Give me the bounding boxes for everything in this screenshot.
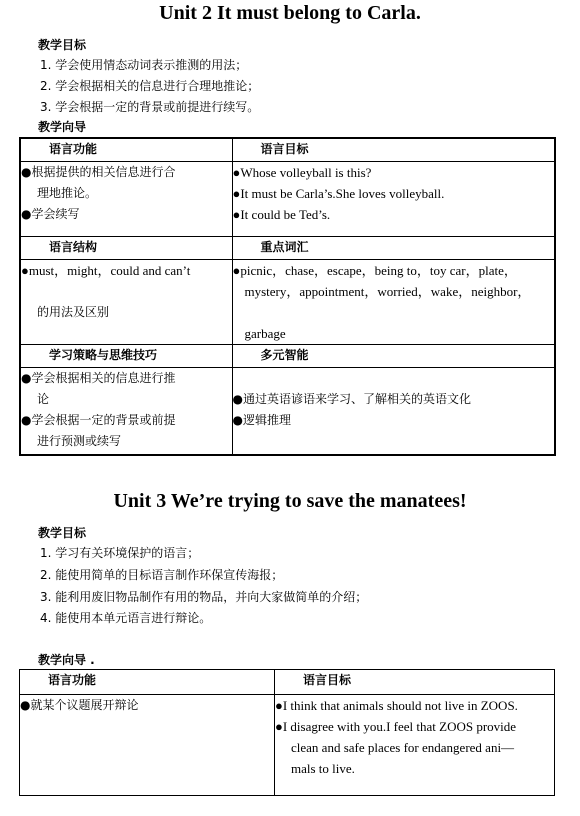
unit2-goal-cell [232, 162, 555, 237]
unit2-guide-table [19, 137, 556, 456]
unit3-header-function: 语言功能 [20, 670, 275, 695]
unit3-function-line-1: ●就某个议题展开辩论 [20, 698, 139, 712]
unit2-strategy-line-1: ●学会根据相关的信息进行推 [21, 371, 176, 385]
unit2-objective-2: 2. 学会根据相关的信息进行合理地推论； [40, 79, 260, 93]
unit2-vocab-line-1: ●picnic，chase，escape，being to，toy car，plate， [232, 263, 517, 278]
unit2-objectives-heading: 教学目标 [38, 38, 87, 52]
unit2-intelligence-line-2: ●通过英语谚语来学习、了解相关的英语文化 [232, 392, 471, 406]
unit2-header-intelligence: 多元智能 [232, 345, 555, 368]
unit3-guide-table [19, 669, 555, 796]
unit2-title: Unit 2 It must belong to Carla. [159, 2, 421, 24]
unit2-intelligence-line-1 [233, 368, 555, 389]
unit2-objective-3: 3. 学会根据一定的背景或前提进行续写。 [40, 100, 260, 114]
unit2-intelligence-line-3: ●逻辑推理 [232, 413, 291, 427]
unit2-vocab-line-2: mystery，appointment，worried，wake，neighbor， [244, 284, 531, 299]
unit2-objective-1: 1. 学会使用情态动词表示推测的用法； [40, 58, 248, 72]
unit2-header-structure: 语言结构 [20, 237, 232, 260]
unit2-goal-line-1: ●Whose volleyball is this? [232, 165, 372, 180]
unit3-title: Unit 3 We’re trying to save the manatees! [113, 490, 467, 512]
unit3-header-goal: 语言目标 [275, 670, 555, 695]
unit2-structure-cell [20, 260, 232, 345]
unit2-function-cell [20, 162, 232, 237]
unit3-goal-line-2: ●I disagree with you.I feel that ZOOS provide [275, 719, 517, 734]
unit2-guide-heading: 教学向导 [38, 120, 87, 134]
unit2-intelligence-cell [232, 368, 555, 456]
unit2-strategy-line-3: ●学会根据一定的背景或前提 [21, 413, 176, 427]
unit2-header-strategy: 学习策略与思维技巧 [20, 345, 232, 368]
unit3-goal-line-3: clean and safe places for endangered ani— [291, 740, 515, 755]
unit2-vocab-cell [232, 260, 555, 345]
unit2-goal-line-3: ●It could be Ted’s. [232, 207, 331, 222]
unit2-function-line-1: ●根据提供的相关信息进行合 [21, 165, 176, 179]
unit2-structure-line-1: ●must，might，could and can’t [21, 263, 191, 278]
unit2-structure-line-2 [21, 281, 232, 302]
unit2-header-goal: 语言目标 [232, 138, 555, 162]
unit2-header-vocab: 重点词汇 [232, 237, 555, 260]
unit3-goal-cell [275, 695, 555, 796]
unit2-goal-line-2: ●It must be Carla’s.She loves volleyball. [232, 186, 445, 201]
unit3-objectives-heading: 教学目标 [38, 526, 87, 540]
unit3-goal-line-1: ●I think that animals should not live in ZOOS. [275, 698, 518, 713]
unit3-function-cell [20, 695, 275, 796]
unit3-objective-1: 1. 学习有关环境保护的语言； [40, 546, 200, 560]
unit2-header-function: 语言功能 [20, 138, 232, 162]
unit2-strategy-cell [20, 368, 232, 456]
unit2-vocab-line-4: garbage [244, 326, 286, 341]
unit2-strategy-line-4: 进行预测或续写 [37, 434, 122, 448]
unit2-vocab-line-3 [233, 302, 555, 323]
unit3-guide-heading: 教学向导 . [38, 653, 95, 667]
unit2-structure-line-3: 的用法及区别 [37, 305, 110, 319]
unit3-objective-3: 3. 能利用废旧物品制作有用的物品，并向大家做简单的介绍； [40, 590, 368, 604]
unit2-function-line-3: ●学会续写 [21, 207, 80, 221]
unit3-goal-line-4: mals to live. [291, 761, 355, 776]
unit3-objective-4: 4. 能使用本单元语言进行辩论。 [40, 611, 212, 625]
unit2-function-line-2: 理地推论。 [37, 186, 98, 200]
unit2-strategy-line-2: 论 [37, 392, 50, 406]
unit3-objective-2: 2. 能使用简单的目标语言制作环保宣传海报； [40, 568, 284, 582]
